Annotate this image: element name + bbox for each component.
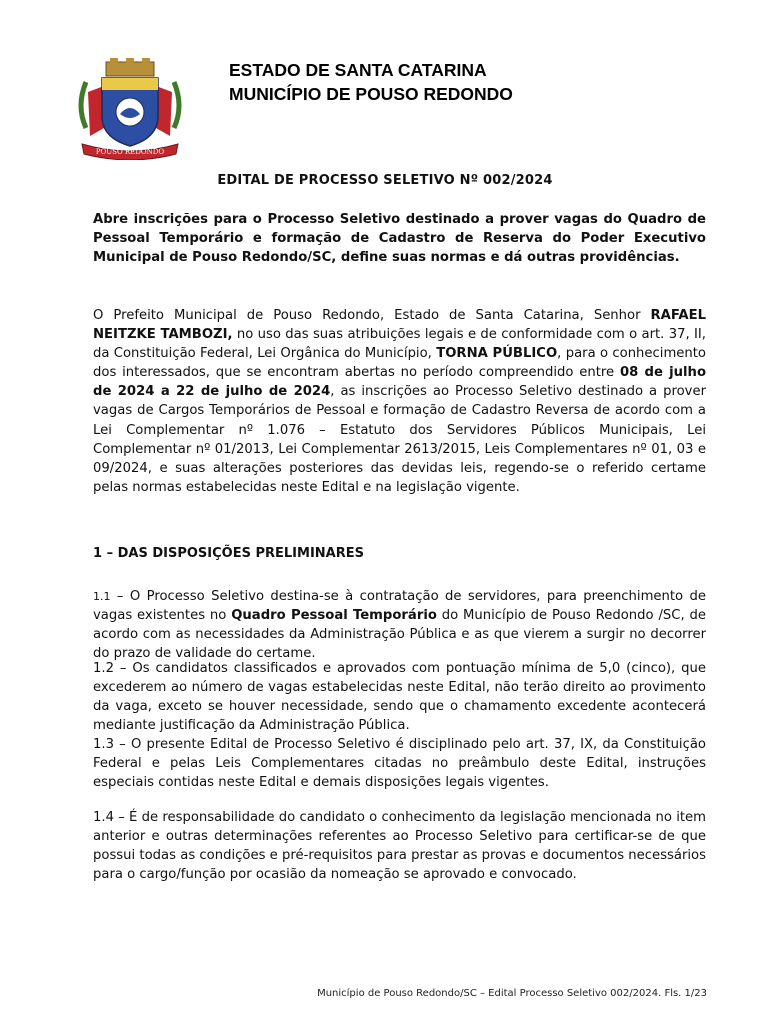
torna-publico: TORNA PÚBLICO bbox=[436, 346, 558, 362]
paragraph-1-1-text-b: do Município de Pouso Redondo /SC, de acordo com as necessidades da Administração Pública e as que vierem a surgir no decorrer do prazo de validade do certame. bbox=[93, 608, 706, 662]
intro-text-3: , para o conhecimento dos interessados, que se encontram abertas no período compreendido entre bbox=[93, 346, 706, 381]
state-name: ESTADO DE SANTA CATARINA bbox=[229, 60, 487, 80]
paragraph-1-1 bbox=[93, 587, 706, 663]
quadro-pessoal-temporario: Quadro Pessoal Temporário bbox=[231, 608, 437, 624]
intro-paragraph bbox=[93, 306, 706, 497]
paragraph-1-3: 1.3 – O presente Edital de Processo Seletivo é disciplinado pelo art. 37, IX, da Constituição Federal e pelas Leis Complementares citadas no preâmbulo deste Edital, instruções especiais contidas neste Edital e demais disposições legais vigentes. bbox=[93, 737, 706, 791]
edital-summary: Abre inscrições para o Processo Seletivo destinado a prover vagas do Quadro de Pessoal Temporário e formação de Cadastro de Reserva do Poder Executivo Municipal de Pouso Redondo/SC, define suas normas e dá outras providências. bbox=[93, 212, 706, 266]
municipal-crest-logo bbox=[72, 58, 188, 160]
edital-title: EDITAL DE PROCESSO SELETIVO Nº 002/2024 bbox=[217, 173, 553, 188]
paragraph-1-1-text-a: – O Processo Seletivo destina-se à contratação de servidores, para preenchimento de vagas existentes no bbox=[93, 589, 706, 624]
paragraph-1-1-number: 1.1 bbox=[93, 590, 111, 603]
intro-text-1: O Prefeito Municipal de Pouso Redondo, Estado de Santa Catarina, Senhor bbox=[93, 308, 651, 323]
municipality-name: MUNICÍPIO DE POUSO REDONDO bbox=[229, 84, 513, 104]
paragraph-1-2: 1.2 – Os candidatos classificados e aprovados com pontuação mínima de 5,0 (cinco), que excederem ao número de vagas estabelecidas neste Edital, não terão direito ao provimento da vaga, exceto se houver necessidade, sendo que o chamamento excedente acontecerá mediante justificação da Administração Pública. bbox=[93, 661, 706, 734]
crest-banner-text: POUSO REDONDO bbox=[95, 148, 165, 156]
intro-text-2: no uso das suas atribuições legais e de conformidade com o art. 37, II, da Constituição Federal, Lei Orgânica do Município, bbox=[93, 327, 706, 362]
mayor-name: RAFAEL NEITZKE TAMBOZI, bbox=[93, 308, 706, 343]
intro-text-4: , as inscrições ao Processo Seletivo destinado a prover vagas de Cargos Temporários de Pessoal e formação de Cadastro Reversa de acordo com a Lei Complementar nº 1.076 – Estatuto dos Servidores Públicos Municipais, Lei Complementar nº 01/2013, Lei Complementar 2613/2015, Leis Complementares nº 01, 03 e 09/2024, e suas alterações posteriores das devidas leis, regendo-se o referido certame pelas normas estabelecidas neste Edital e na legislação vigente. bbox=[93, 384, 706, 495]
document-header bbox=[229, 58, 513, 106]
registration-dates: 08 de julho de 2024 a 22 de julho de 2024 bbox=[93, 365, 707, 400]
page-footer: Município de Pouso Redondo/SC – Edital Processo Seletivo 002/2024. Fls. 1/23 bbox=[317, 988, 707, 999]
section-1-title: 1 – DAS DISPOSIÇÕES PRELIMINARES bbox=[93, 546, 364, 561]
paragraph-1-4: 1.4 – É de responsabilidade do candidato o conhecimento da legislação mencionada no item anterior e outras determinações referentes ao Processo Seletivo para certificar-se de que possui todas as condições e pré-requisitos para prestar as provas e documentos necessários para o cargo/função por ocasião da nomeação se aprovado e convocado. bbox=[93, 810, 706, 883]
